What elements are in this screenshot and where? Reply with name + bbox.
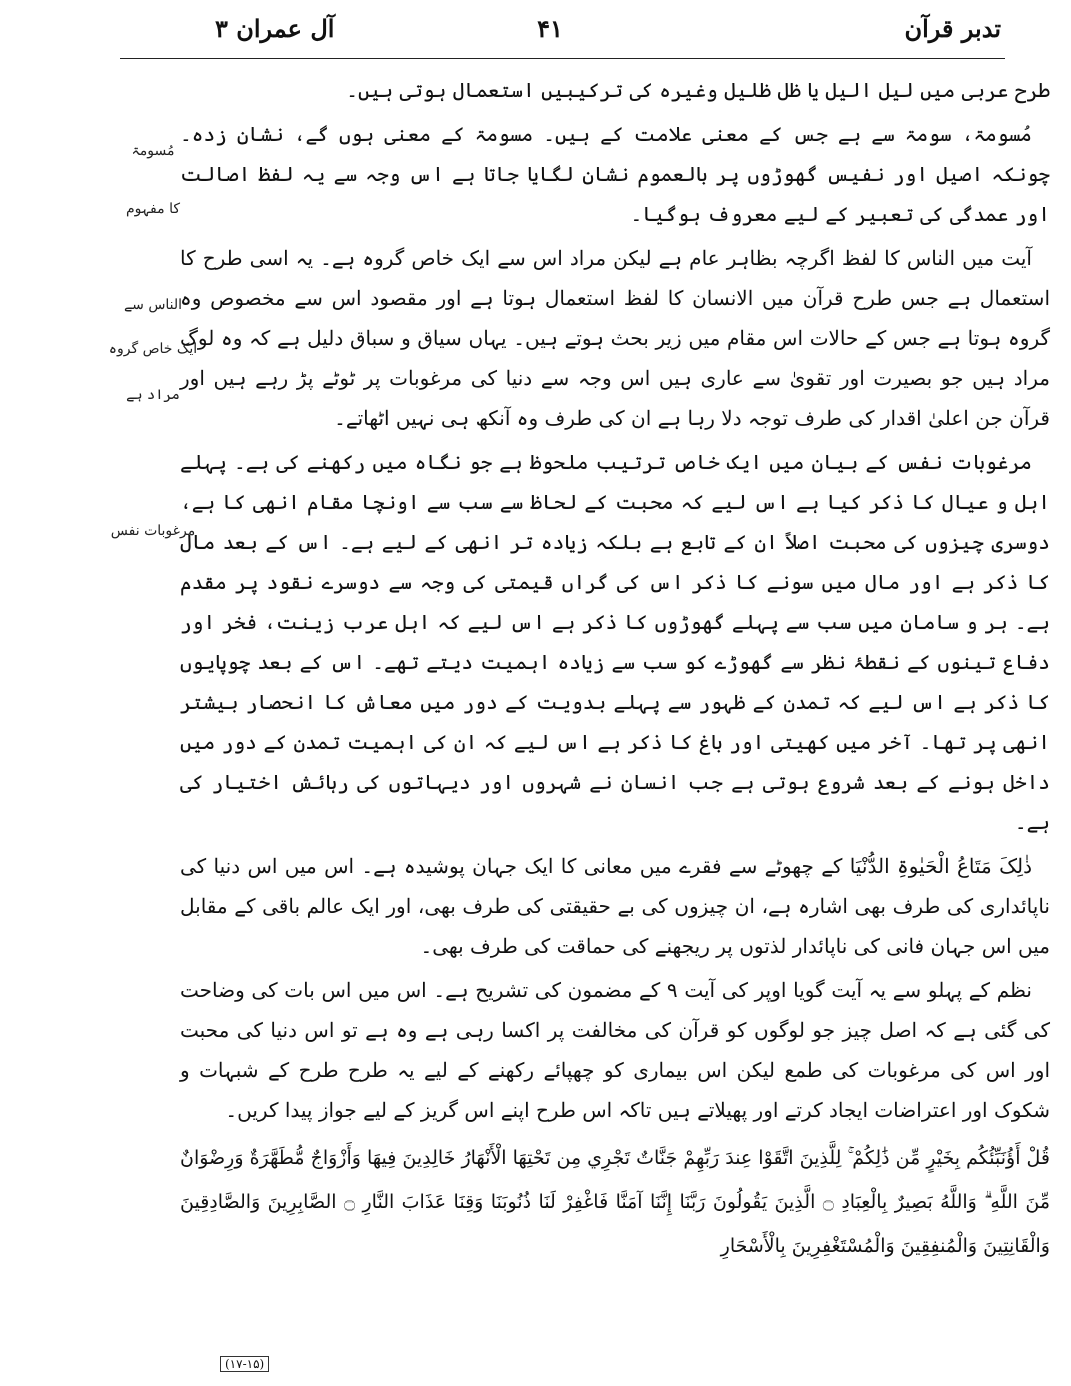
- margin-notes: [0, 0, 198, 1386]
- margin-note: ایک خاص گروہ: [108, 341, 198, 357]
- paragraph: ذٰلِکَ مَتَاعُ الْحَیٰوۃِ الدُّنْیَا کے چھوٹے سے فقرے میں معانی کا ایک جہان پوشیدہ ہے۔ اس میں اس دنیا کی ناپائداری کی طرف بھی اشارہ ہے، ان چیزوں کی بے حقیقتی کی طرف بھی، اور ایک عالم باقی کے مقابل میں اس جہان فانی کی ناپائدار لذتوں پر ریجھنے کی حماقت کی طرف بھی۔: [180, 854, 1050, 958]
- margin-note: مراد ہے: [126, 387, 180, 403]
- paragraph: مرغوبات نفس کے بیان میں ایک خاص ترتیب ملحوظ ہے جو نگاہ میں رکھنے کی ہے۔ پہلے اہل و عیال کا ذکر کیا ہے اس لیے کہ محبت کے لحاظ سے سب سے اونچا مقام انھی کا ہے، دوسری چیزوں کی محبت اصلاً ان کے تابع ہے بلکہ زیادہ تر انھی کے لیے ہے۔ اس کے بعد مال کا ذکر ہے اور مال میں سونے کا ذکر اس کی گراں قیمتی کی وجہ سے دوسرے نقود پر مقدم ہے۔ ہر و سامان میں سب سے پہلے گھوڑوں کا ذکر ہے اس لیے کہ اہل عرب زینت، فخر اور دفاع تینوں کے نقطۂ نظر سے گھوڑے کو سب سے زیادہ اہمیت دیتے تھے۔ اس کے بعد چوپایوں کا ذکر ہے اس لیے کہ تمدن کے ظہور سے پہلے بدویت کے دور میں معاش کا انحصار بیشتر انھی پر تھا۔ آخر میں کھیتی اور باغ کا ذکر ہے اس لیے کہ ان کی اہمیت تمدن کے دور میں داخل ہونے کے بعد شروع ہوتی ہے جب انسان نے شہروں اور دیہاتوں کی رہائش اختیار کی ہے۔: [180, 450, 1050, 834]
- surah-title: آل عمران ۳: [215, 14, 335, 43]
- paragraph: نظم کے پہلو سے یہ آیت گویا اوپر کی آیت ۹ کے مضمون کی تشریح ہے۔ اس میں اس بات کی وضاحت کی گئی ہے کہ اصل چیز جو لوگوں کو قرآن کی مخالفت پر اکسا رہی ہے وہ ہے تو اس دنیا کی محبت اور اس کی مرغوبات کی طمع لیکن اس بیماری کو چھپائے رکھنے کے لیے یہ طرح طرح کے شبہات و شکوک اور اعتراضات ایجاد کرتے اور پھیلاتے ہیں تاکہ اس طرح اپنے اس گریز کے لیے جواز پیدا کریں۔: [180, 978, 1050, 1122]
- paragraph: آیت میں الناس کا لفظ اگرچہ بظاہر عام ہے لیکن مراد اس سے ایک خاص گروہ ہے۔ یہ اسی طرح کا استعمال ہے جس طرح قرآن میں الانسان کا لفظ استعمال ہوتا ہے اور مقصود اس سے مخصوص وہ گروہ ہوتا ہے جس کے حالات اس مقام میں زیر بحث ہوتے ہیں۔ یہاں سیاق و سباق دلیل ہے کہ وہ لوگ مراد ہیں جو بصیرت اور تقویٰ سے عاری ہیں اس وجہ سے دنیا کی مرغوبات پر ٹوٹے پڑ رہے ہیں اور قرآن جن اعلیٰ اقدار کی طرف توجہ دلا رہا ہے ان کی طرف وہ آنکھ ہی نہیں اٹھاتے۔: [180, 246, 1050, 430]
- paragraph: مُسومۃ، سومۃ سے ہے جس کے معنی علامت کے ہیں۔ مسومۃ کے معنی ہوں گے، نشان زدہ۔ چونکہ اصیل اور نفیس گھوڑوں پر بالعموم نشان لگایا جاتا ہے اس وجہ سے یہ لفظ اصالت اور عمدگی کی تعبیر کے لیے معروف ہوگیا۔: [180, 122, 1050, 226]
- page-number: ۴۱: [537, 14, 563, 43]
- margin-note: مرغوبات نفس: [110, 523, 196, 539]
- margin-note: الناس سے: [123, 297, 183, 313]
- paragraph: طرح عربی میں لیل الیل یا ظل ظلیل وغیرہ کی ترکیبیں استعمال ہوتی ہیں۔: [346, 78, 1050, 102]
- body-text: [180, 70, 1050, 1272]
- book-title: تدبر قرآن: [904, 14, 1001, 43]
- header-rule: [120, 58, 1005, 59]
- verse-reference: (۱۷-۱۵): [220, 1356, 269, 1372]
- margin-note: کا مفہوم: [125, 201, 181, 217]
- margin-note: مُسومۃ: [131, 143, 175, 159]
- quran-verse: قُلْ أَؤُنَبِّئُكُم بِخَيْرٍ مِّن ذَٰلِكُمْ ۚ لِلَّذِينَ اتَّقَوْا عِندَ رَبِّهِمْ جَنَّاتٌ تَجْرِي مِن تَحْتِهَا الْأَنْهَارُ خَالِدِينَ فِيهَا وَأَزْوَاجٌ مُّطَهَّرَةٌ وَرِضْوَانٌ مِّنَ اللَّهِ ۗ وَاللَّهُ بَصِيرٌ بِالْعِبَادِ ۝ الَّذِينَ يَقُولُونَ رَبَّنَا إِنَّنَا آمَنَّا فَاغْفِرْ لَنَا ذُنُوبَنَا وَقِنَا عَذَابَ النَّارِ ۝ الصَّابِرِينَ وَالصَّادِقِينَ وَالْقَانِتِينَ وَالْمُنفِقِينَ وَالْمُسْتَغْفِرِينَ بِالْأَسْحَارِ: [180, 1147, 1050, 1257]
